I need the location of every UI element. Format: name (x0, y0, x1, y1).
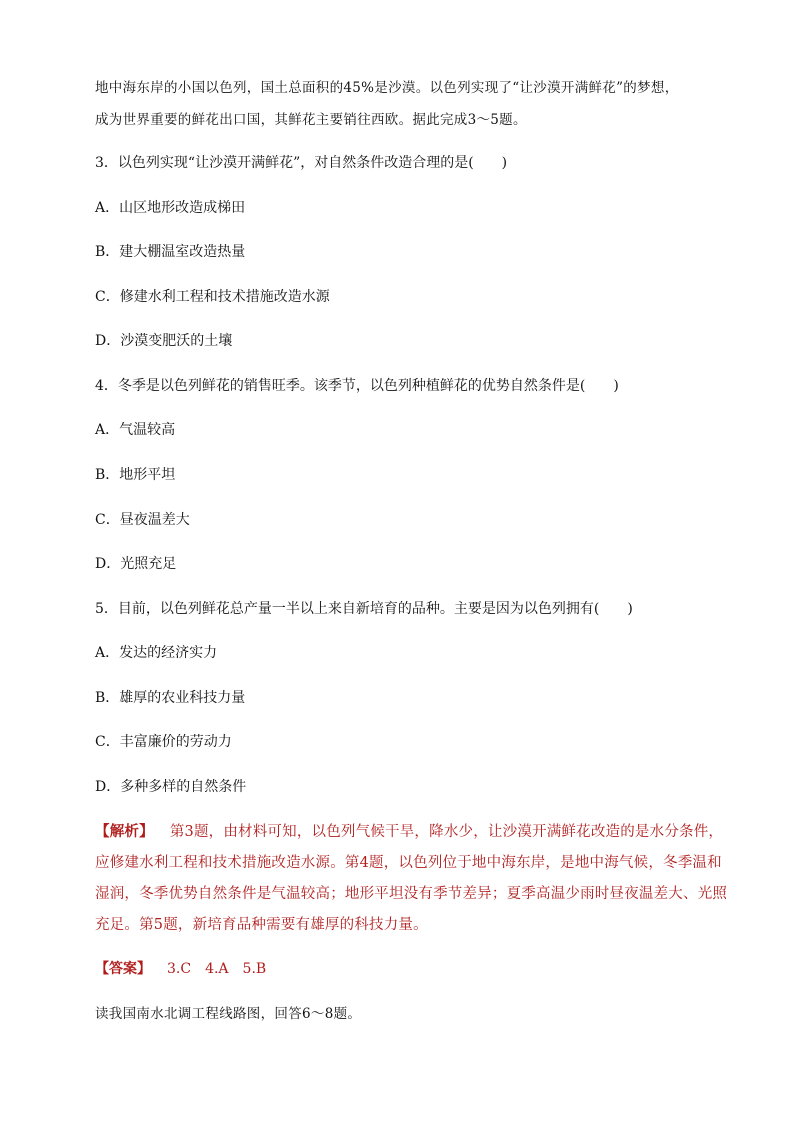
analysis-line-1 (95, 822, 723, 842)
question-5-option-d: D．多种多样的自然条件 (95, 779, 247, 795)
intro-line-2: 成为世界重要的鲜花出口国，其鲜花主要销往西欧。据此完成3～5题。 (95, 112, 527, 128)
question-4-option-a: A．气温较高 (95, 422, 176, 438)
analysis-line-4: 充足。第5题，新培育品种需要有雄厚的科技力量。 (95, 917, 428, 933)
answer-text: 3.C 4.A 5.B (167, 961, 267, 977)
answer-tag: 【答案】 (95, 961, 151, 977)
question-3-option-a: A．山区地形改造成梯田 (95, 200, 246, 216)
next-intro: 读我国南水北调工程线路图，回答6～8题。 (95, 1006, 362, 1022)
analysis-line-2: 应修建水利工程和技术措施改造水源。第4题，以色列位于地中海东岸，是地中海气候，冬季温和 (95, 855, 722, 871)
question-4-stem: 4．冬季是以色列鲜花的销售旺季。该季节，以色列种植鲜花的优势自然条件是( ) (95, 378, 619, 394)
question-5-option-a: A．发达的经济实力 (95, 645, 218, 661)
analysis-line-3: 湿润，冬季优势自然条件是气温较高；地形平坦没有季节差异；夏季高温少雨时昼夜温差大、光照 (95, 886, 728, 902)
question-3-option-d: D．沙漠变肥沃的土壤 (95, 333, 233, 349)
answer-line (95, 959, 266, 979)
question-4-option-c: C．昼夜温差大 (95, 512, 190, 528)
question-4-option-d: D．光照充足 (95, 556, 177, 572)
question-5-option-b: B．雄厚的农业科技力量 (95, 690, 246, 706)
question-3-option-c: C．修建水利工程和技术措施改造水源 (95, 289, 330, 305)
intro-line-1: 地中海东岸的小国以色列，国土总面积的45%是沙漠。以色列实现了“让沙漠开满鲜花”的梦想， (95, 80, 679, 96)
question-5-stem: 5．目前，以色列鲜花总产量一半以上来自新培育的品种。主要是因为以色列拥有( ) (95, 601, 633, 617)
question-5-option-c: C．丰富廉价的劳动力 (95, 734, 232, 750)
analysis-text-1: 第3题，由材料可知，以色列气候干旱，降水少，让沙漠开满鲜花改造的是水分条件， (169, 824, 724, 840)
question-4-option-b: B．地形平坦 (95, 467, 176, 483)
question-3-option-b: B．建大棚温室改造热量 (95, 244, 246, 260)
analysis-tag: 【解析】 (95, 823, 154, 840)
question-3-stem: 3．以色列实现“让沙漠开满鲜花”，对自然条件改造合理的是( ) (95, 155, 508, 171)
